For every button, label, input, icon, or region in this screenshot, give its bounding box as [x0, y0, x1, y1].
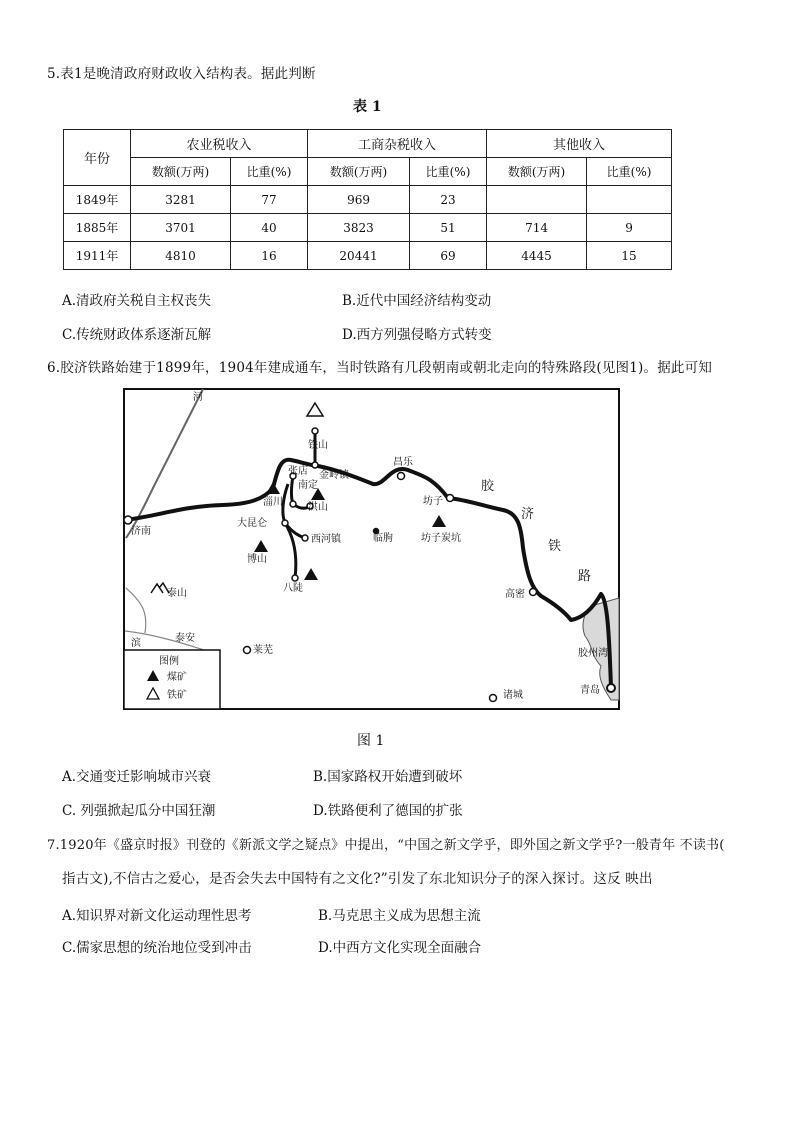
- label-gaomi: 高密: [505, 589, 525, 600]
- group-header-other: 其他收入: [487, 130, 672, 158]
- table-cell: 4810: [131, 242, 231, 270]
- table-cell: 77: [231, 186, 308, 214]
- table-row: [64, 214, 672, 242]
- station-fangzi: [447, 495, 454, 502]
- label-zichuan: 淄川: [263, 497, 283, 508]
- sub-header-ratio: 比重(%): [410, 158, 487, 186]
- q6-option-b[interactable]: B.国家路权开始遭到破坏: [313, 769, 463, 785]
- legend-coal-label: 煤矿: [167, 672, 187, 683]
- q5-option-a[interactable]: A.清政府关税自主权丧失: [62, 293, 212, 309]
- label-nanding: 南定: [298, 480, 318, 491]
- table-cell: [587, 186, 672, 214]
- table-cell: 714: [487, 214, 587, 242]
- table-cell: 20441: [308, 242, 410, 270]
- station-zhucheng: [490, 695, 497, 702]
- label-zhangdian: 张店: [288, 466, 308, 477]
- group-header-agri: 农业税收入: [131, 130, 308, 158]
- station-dakunlun: [282, 520, 288, 526]
- sub-header-amount: 数额(万两): [308, 158, 410, 186]
- station-changle: [398, 473, 405, 480]
- label-jinan: 济南: [131, 526, 151, 537]
- legend-title: 图例: [159, 656, 179, 667]
- table-row: [64, 242, 672, 270]
- label-xihezhen: 西河镇: [311, 534, 341, 545]
- station-bapo: [292, 575, 298, 581]
- sub-header-ratio: 比重(%): [587, 158, 672, 186]
- label-hongshan: 洪山: [308, 502, 328, 513]
- year-header: 年份: [64, 130, 131, 186]
- year-cell: 1911年: [64, 242, 131, 270]
- table-title: 表 1: [353, 99, 382, 115]
- table-cell: 969: [308, 186, 410, 214]
- sub-header-amount: 数额(万两): [131, 158, 231, 186]
- label-zhucheng: 诸城: [503, 690, 523, 701]
- q7-option-b[interactable]: B.马克思主义成为思想主流: [318, 908, 481, 924]
- q5-stem: 5.表1是晚清政府财政收入结构表。据此判断: [47, 66, 316, 82]
- label-changle: 昌乐: [393, 457, 413, 468]
- label-bin: 滨: [131, 638, 141, 649]
- station-xihe: [302, 535, 308, 541]
- label-boshan: 博山: [247, 554, 267, 565]
- railway-label-2: 济: [521, 507, 535, 522]
- q5-option-b[interactable]: B.近代中国经济结构变动: [342, 293, 492, 309]
- table-cell: [487, 186, 587, 214]
- label-fangzi: 坊子: [423, 496, 443, 507]
- label-dakunlun: 大昆仑: [237, 518, 267, 529]
- q7-option-c[interactable]: C.儒家思想的统治地位受到冲击: [62, 940, 252, 956]
- table-cell: 3701: [131, 214, 231, 242]
- station-tieshan: [312, 428, 318, 434]
- label-bapo: 八陡: [283, 583, 303, 594]
- table-cell: 4445: [487, 242, 587, 270]
- sub-header-amount: 数额(万两): [487, 158, 587, 186]
- railway-map: [123, 388, 620, 710]
- q7-option-d[interactable]: D.中西方文化实现全面融合: [318, 940, 482, 956]
- label-he: 河: [193, 392, 203, 403]
- q5-option-d[interactable]: D.西方列强侵略方式转变: [342, 327, 492, 343]
- q6-option-c[interactable]: C. 列强掀起瓜分中国狂潮: [62, 803, 216, 819]
- q6-option-d[interactable]: D.铁路便利了德国的扩张: [313, 803, 463, 819]
- table-row: [64, 186, 672, 214]
- label-laiwu: 莱芜: [253, 645, 273, 656]
- revenue-table: [63, 129, 672, 270]
- station-qingdao: [607, 684, 615, 692]
- label-linqu: 临朐: [373, 533, 393, 544]
- table-cell: 15: [587, 242, 672, 270]
- q6-stem: 6.胶济铁路始建于1899年，1904年建成通车，当时铁路有几段朝南或朝北走向的特殊路段(见图1)。据此可知: [47, 360, 713, 376]
- label-fangzi-mine: 坊子炭坑: [421, 533, 461, 544]
- group-header-commerce: 工商杂税收入: [308, 130, 487, 158]
- table-cell: 3281: [131, 186, 231, 214]
- label-tieshan: 铁山: [308, 440, 328, 451]
- railway-label-1: 胶: [481, 479, 495, 494]
- label-qingdao: 青岛: [580, 685, 600, 696]
- table-cell: 3823: [308, 214, 410, 242]
- station-jinling: [312, 462, 318, 468]
- table-cell: 51: [410, 214, 487, 242]
- station-gaomi: [530, 589, 537, 596]
- railway-label-3: 铁: [548, 539, 562, 554]
- table-cell: 69: [410, 242, 487, 270]
- map-legend: [124, 650, 220, 709]
- sub-header-ratio: 比重(%): [231, 158, 308, 186]
- table-cell: 16: [231, 242, 308, 270]
- station-laiwu: [244, 647, 251, 654]
- label-jinlingzhen: 金岭镇: [319, 470, 349, 481]
- station-zichuan: [290, 501, 296, 507]
- q7-option-a[interactable]: A.知识界对新文化运动理性思考: [62, 908, 252, 924]
- legend-iron-label: 铁矿: [167, 690, 187, 701]
- year-cell: 1849年: [64, 186, 131, 214]
- railway-label-4: 路: [578, 569, 592, 584]
- q5-option-c[interactable]: C.传统财政体系逐渐瓦解: [62, 327, 212, 343]
- label-jiaozhouwan: 胶州湾: [578, 648, 608, 659]
- q6-option-a[interactable]: A.交通变迁影响城市兴衰: [62, 769, 212, 785]
- figure-caption: 图 1: [357, 733, 385, 749]
- label-taian: 泰安: [175, 633, 195, 644]
- q7-stem-line1: 7.1920年《盛京时报》刊登的《新派文学之疑点》中提出，“中国之新文学乎，即外国之新文学乎?一般青年 不读书(: [47, 838, 725, 853]
- q7-stem-line2: 指古文),不信古之爱心，是否会失去中国特有之文化?”引发了东北知识分子的深入探讨。这反 映出: [62, 871, 653, 887]
- station-jinan: [124, 516, 132, 524]
- label-taishan: 泰山: [167, 588, 187, 599]
- table-cell: 23: [410, 186, 487, 214]
- table-cell: 40: [231, 214, 308, 242]
- table-cell: 9: [587, 214, 672, 242]
- year-cell: 1885年: [64, 214, 131, 242]
